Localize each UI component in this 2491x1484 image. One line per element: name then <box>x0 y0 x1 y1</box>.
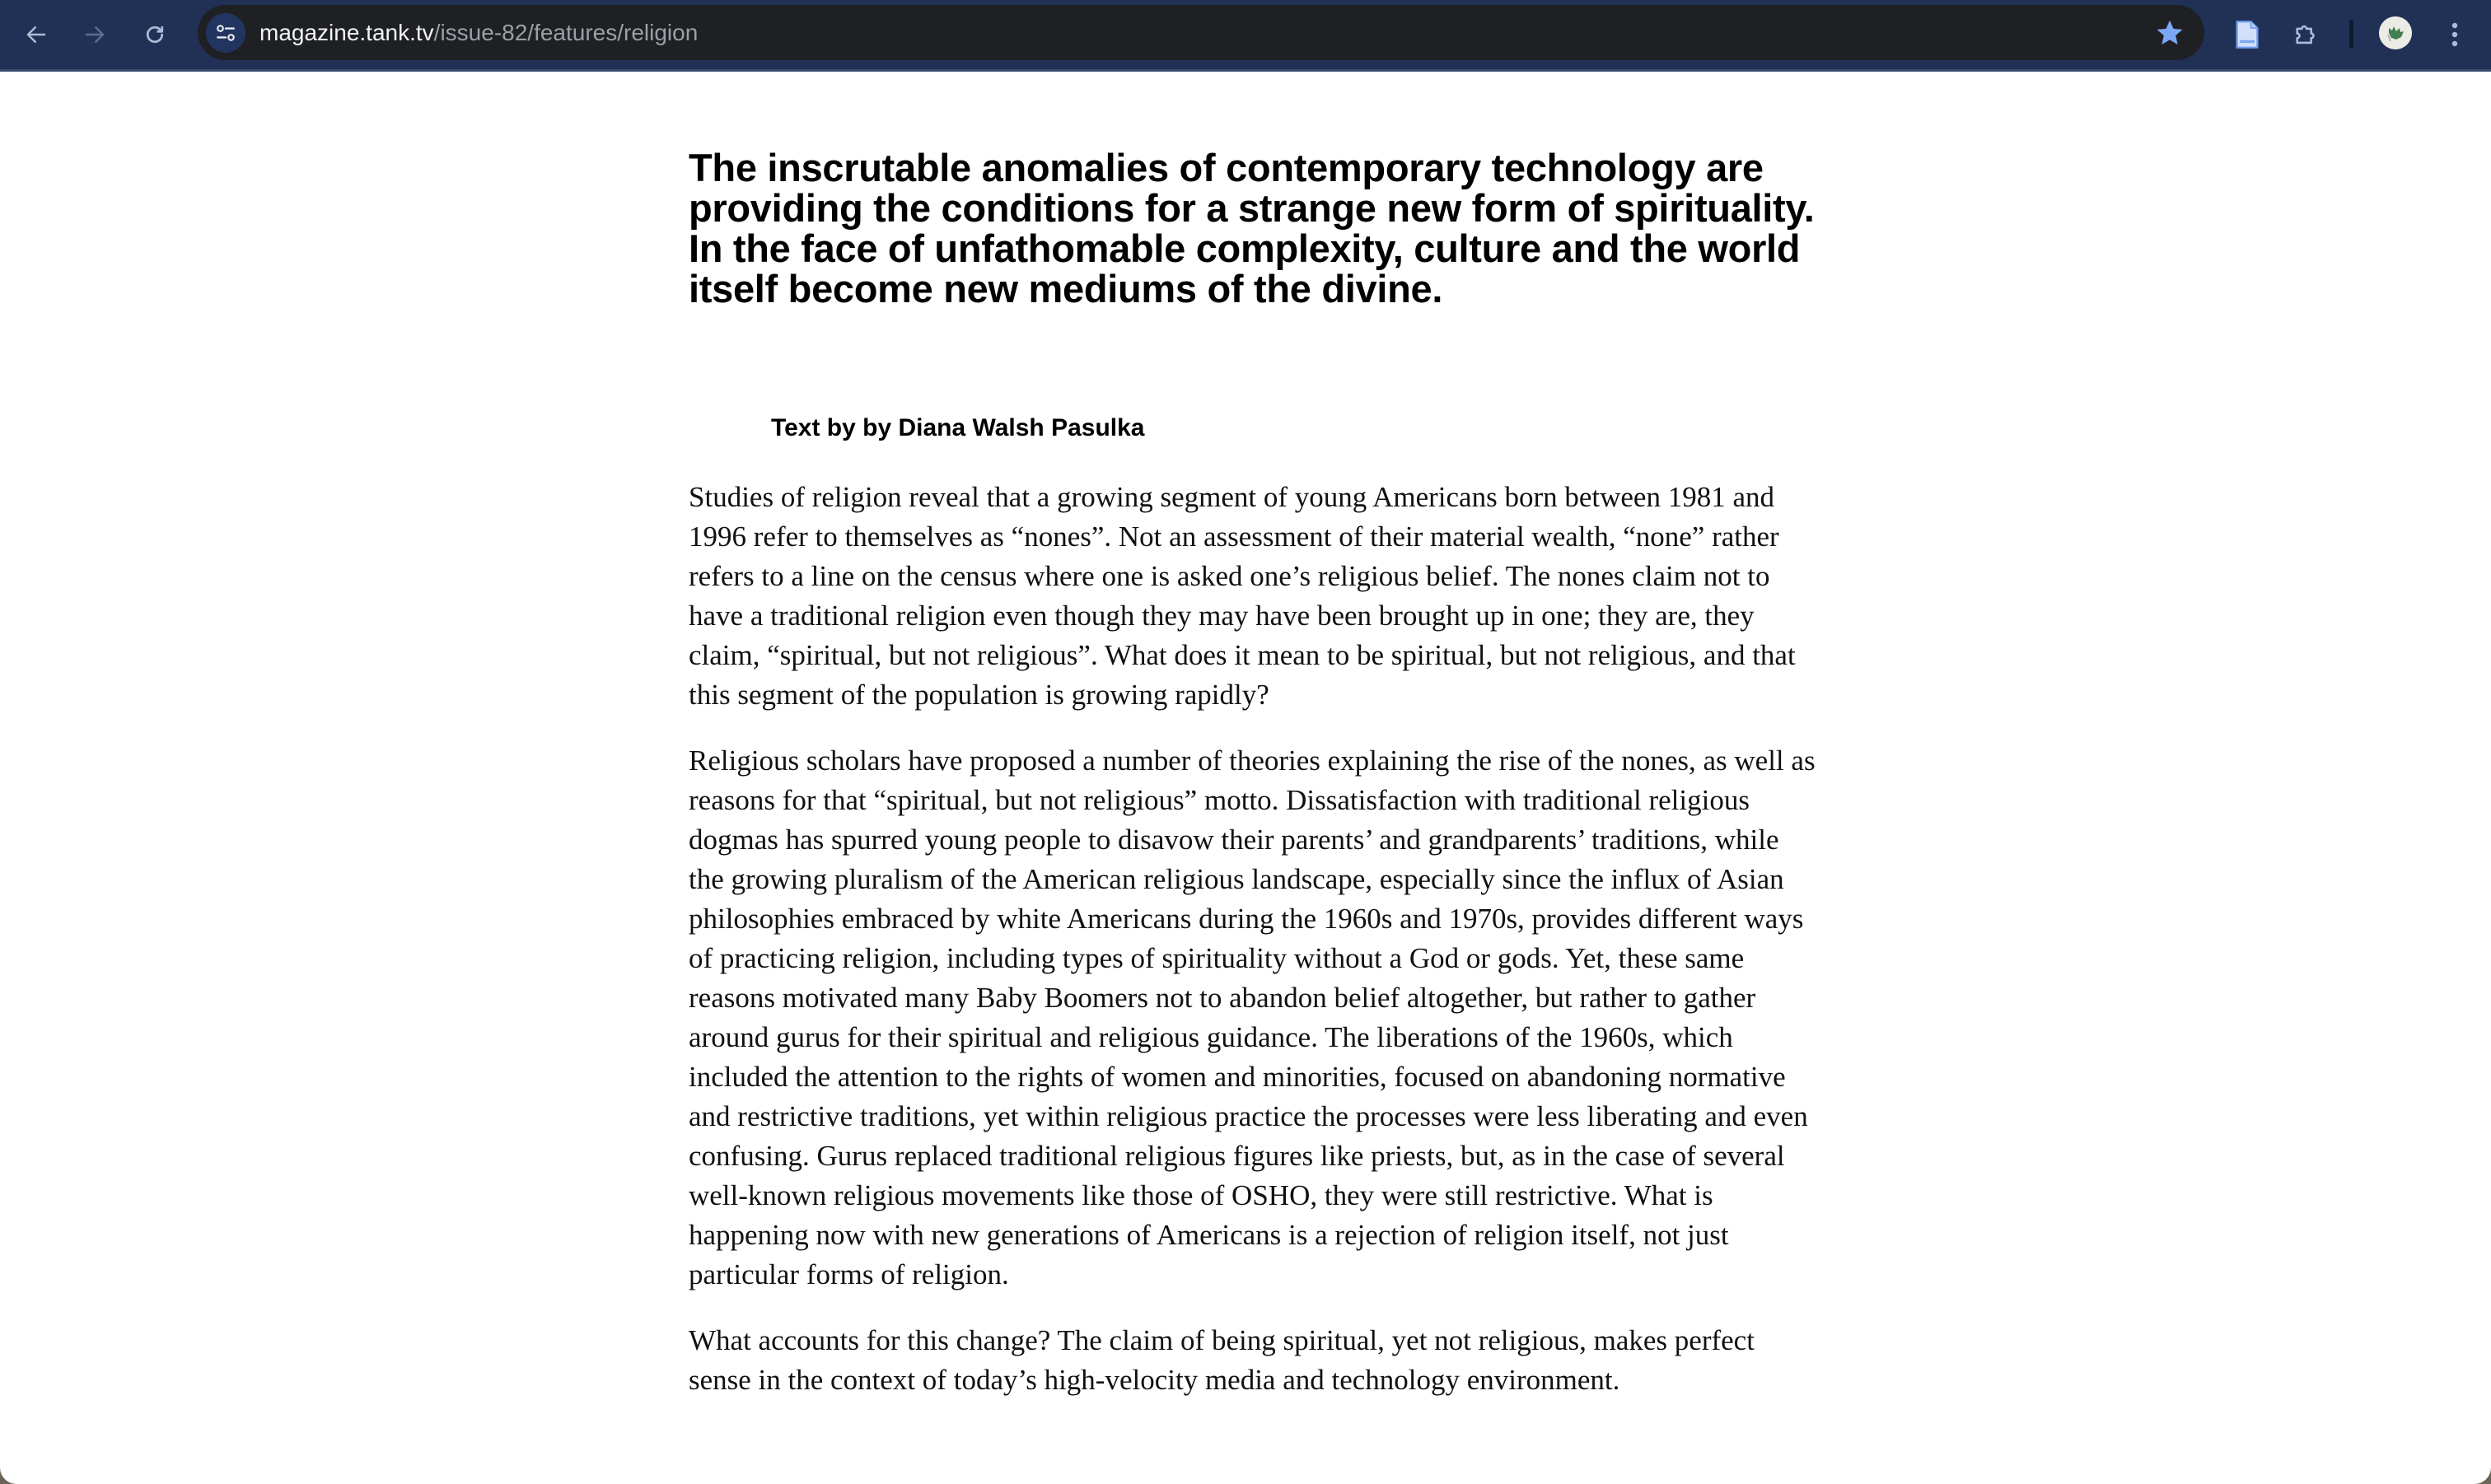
profile-avatar[interactable] <box>2379 16 2412 49</box>
url-host: magazine.tank.tv <box>259 20 434 45</box>
url-text[interactable] <box>259 5 698 60</box>
star-icon <box>2153 16 2186 49</box>
reading-mode-button[interactable] <box>2229 16 2265 53</box>
back-button[interactable] <box>18 16 54 53</box>
extensions-button[interactable] <box>2288 16 2325 53</box>
address-bar[interactable] <box>198 5 2204 60</box>
more-vertical-icon <box>2450 21 2460 49</box>
paragraph: Studies of religion reveal that a growing segment of young Americans born between 1981 and 1996 refer to themselves as “nones”. Not an assessment of their material wealth, “none” rather refers to a line on the census where one is asked one’s religious belief. The nones claim not to have a traditional religion even though they may have been brought up in one; they are, they claim, “spiritual, but not religious”. What does it mean to be spiritual, but not religious, and that this segment of the population is growing rapidly? <box>689 481 1796 711</box>
puzzle-icon <box>2292 21 2320 49</box>
reload-button[interactable] <box>137 16 173 53</box>
article-body <box>689 478 1817 1426</box>
toolbar-divider <box>2349 20 2353 48</box>
arrow-right-icon <box>82 22 107 47</box>
forward-button[interactable] <box>77 16 113 53</box>
avatar-icon <box>2379 16 2412 49</box>
paragraph: What accounts for this change? The claim of being spiritual, yet not religious, makes perfect sense in the context of today’s high-velocity media and technology environment. <box>689 1324 1755 1396</box>
reload-icon <box>143 22 167 47</box>
arrow-left-icon <box>24 22 49 47</box>
browser-toolbar <box>0 0 2491 72</box>
document-icon <box>2234 20 2260 49</box>
browser-menu-button[interactable] <box>2437 16 2473 53</box>
article-byline: Text by by Diana Walsh Pasulka <box>771 414 1145 441</box>
tune-icon <box>215 22 236 44</box>
paragraph: Religious scholars have proposed a number of theories explaining the rise of the nones, as well as reasons for that “spiritual, but not religious” motto. Dissatisfaction with traditional religious dogmas has spurred young people to disavow their parents’ and grandparents’ traditions, while the growing pluralism of the American religious landscape, especially since the influx of Asian philosophies embraced by white Americans during the 1960s and 1970s, provides different ways of practicing religion, including types of spirituality without a God or gods. Yet, these same reasons motivated many Baby Boomers not to abandon belief altogether, but rather to gather around gurus for their spiritual and religious guidance. The liberations of the 1960s, which included the attention to the rights of women and minorities, focused on abandoning normative and restrictive traditions, yet within religious practice the processes were less liberating and even confusing. Gurus replaced traditional religious figures like priests, but, as in the case of several well-known religious movements like those of OSHO, they were still restrictive. What is happening now with new generations of Americans is a rejection of religion itself, not just particular forms of religion. <box>689 744 1816 1290</box>
bookmark-button[interactable] <box>2153 16 2186 49</box>
site-info-button[interactable] <box>206 13 245 53</box>
article-headline: The inscrutable anomalies of contemporary technology are providing the conditions for a strange new form of spirituality. In the face of unfathomable complexity, culture and the world itself become new mediums of the divine. <box>689 146 1815 310</box>
url-path: /issue-82/features/religion <box>433 20 699 45</box>
